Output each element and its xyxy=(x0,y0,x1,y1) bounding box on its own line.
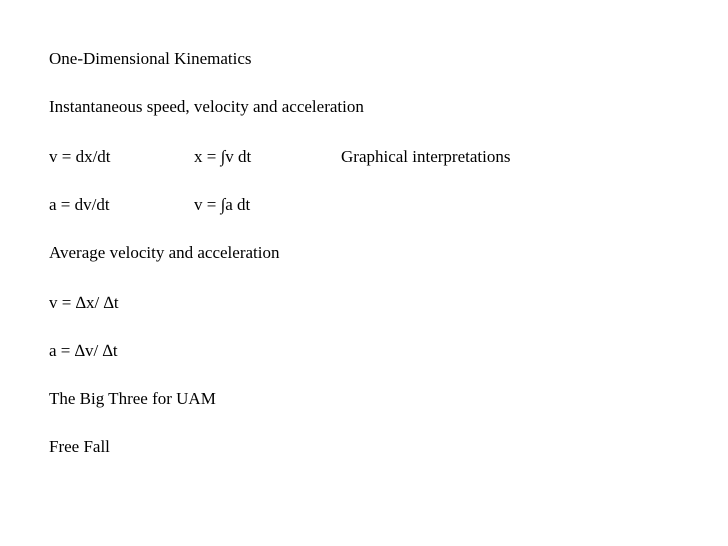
section-heading-average: Average velocity and acceleration xyxy=(49,243,280,262)
equation-position-integral: x = ∫v dt xyxy=(194,147,252,166)
equation-velocity-integral: v = ∫a dt xyxy=(194,195,251,214)
section-heading-instantaneous: Instantaneous speed, velocity and acceleration xyxy=(49,97,364,116)
free-fall-heading: Free Fall xyxy=(49,437,110,456)
graphical-interpretations-note: Graphical interpretations xyxy=(341,147,511,166)
equation-average-velocity: v = ∆x/ ∆t xyxy=(49,293,119,312)
equation-acceleration-derivative: a = dv/dt xyxy=(49,195,110,214)
equation-average-acceleration: a = ∆v/ ∆t xyxy=(49,341,118,360)
equation-velocity-derivative: v = dx/dt xyxy=(49,147,111,166)
big-three-heading: The Big Three for UAM xyxy=(49,389,216,408)
slide-title: One-Dimensional Kinematics xyxy=(49,49,252,68)
